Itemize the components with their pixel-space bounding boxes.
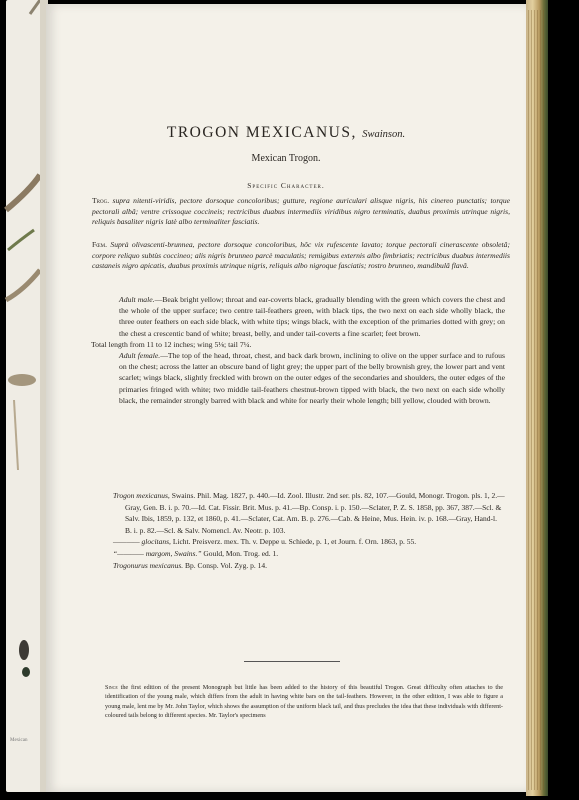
species-name: TROGON MEXICANUS,: [166, 124, 357, 141]
synonym-entry: [113, 490, 505, 536]
synonym-name: Trogon mexicanus,: [113, 491, 170, 500]
page-title: [46, 124, 526, 142]
common-name: Mexican Trogon.: [251, 153, 321, 164]
female-description: [105, 350, 505, 406]
synonym-name: Trogonurus mexicanus.: [113, 560, 184, 570]
synonym-entry: [113, 548, 505, 560]
diagnosis-label: Fœm.: [92, 240, 108, 249]
male-description: [105, 294, 505, 339]
diagnosis-female: [92, 240, 510, 272]
note-lead: Since: [105, 684, 118, 691]
synonym-ref: Gould, Mon. Trog. ed. 1.: [203, 548, 279, 558]
section-divider: [244, 661, 340, 662]
diagnosis-label: Trog.: [92, 196, 110, 205]
synonym-ref: Swains. Phil. Mag. 1827, p. 440.—Id. Zool. Illustr. 2nd ser. pls. 82, 107.—Gould, Monogr. Trogon. pls. 1, 2.—Gray, Gen. B. i. p. 70.—Id. Cat. Fissir. Brit. Mus. p. 41.—Bp. Consp. i. p. 150.—Sclater, P. Z. S. 1858, pp. 367, 387.—Scl. & Salv. Ibis, 1859, p. 132, et 1860, p. 41.—Sclater, Cat. Am. B. p. 276.—Cab. & Heine, Mus. Hein. iv. p. 168.—Gray, Hand-l. B. i. p. 82.—Scl. & Salv. Nomencl. Av. Neotr. p. 103.: [125, 491, 505, 535]
synonym-entry: [113, 560, 505, 572]
book-edge-pages: [528, 10, 546, 790]
synonym-ref: Licht. Preisverz. mex. Th. v. Deppe u. Schiede, p. 1, et Journ. f. Orn. 1863, p. 55.: [172, 537, 417, 547]
diagnosis-text: supra nitenti-viridis, pectore dorsoque concoloribus; gutture, regione auriculari alisque nigris, his cinereo punctatis; torque pectorali albâ; ventre crissoque coccineis; rectricibus duabus intermediis viridibus nigro terminatis, duabus proximis utrinque nigris, reliquis basaliter nigris latè albo terminaliter fasciatis.: [92, 196, 510, 227]
total-length: Total length from 11 to 12 inches; wing 5⅛; tail 7¼.: [91, 339, 252, 349]
diagnosis-text: Suprà olivascenti-brunnea, pectore dorsoque concoloribus, hôc vix rufescente lavato; torque pectorali cinerascente obsoletâ; corpore reliquo subtùs coccineo; alis nigris brunneo parcè maculatis; remigibus externis albo fimbriatis; rectricibus duabus intermediis castaneis nigro apicatis, duabus proximis utrinque nigris, reliquis albo nigroque fasciatis; rostro brunneo, mandibulâ flavâ.: [92, 240, 510, 271]
history-note: [105, 683, 503, 720]
synonym-ref: Bp. Consp. Vol. Zyg. p. 14.: [185, 560, 268, 570]
synonym-entry: [113, 536, 505, 548]
synonym-name: ———— glocitans,: [113, 537, 171, 547]
specific-character-heading: Specific Character.: [247, 181, 325, 190]
synonym-name: “———— margom, Swains.”: [113, 548, 202, 558]
species-author: Swainson.: [362, 129, 406, 140]
female-text: —The top of the head, throat, chest, and back dark brown, inclining to olive on the upper surface and to rufous on the chest; across the latter an obscure band of light grey; the upper part of the belly brownish grey, the lower part and vent scarlet; wings black, slightly freckled with brown on the outer edges of the secondaries and shoulders, the outer edges of the primaries fringed with white; two middle tail-feathers chestnut-brown tipped with black, the two next on each side wholly black, the remainder strongly barred with black and white for nearly their whole length; bill yellow, clouded with brown.: [119, 351, 505, 405]
male-lead: Adult male.: [119, 295, 155, 304]
male-text: —Beak bright yellow; throat and ear-coverts black, gradually blending with the green which covers the chest and the whole of the upper surface; two centre tail-feathers green, with black tips, the two next on each side wholly black, the three outer feathers on each side black, with white tips; wings black, with the exception of the primaries dotted with grey; on the chest a crescentic band of white; breast, belly, and under tail-coverts a fine scarlet; feet brown.: [119, 295, 505, 338]
description: [91, 294, 505, 406]
female-lead: Adult female.: [119, 351, 161, 361]
plate-caption: Mexican: [10, 738, 28, 743]
note-text: the first edition of the present Monograph but little has been added to the history of this beautiful Trogon. Great difficulty often attaches to the identification of the young male, which differs from the adult in having white bars on the tail-feathers. However, in the other edition, I was able to figure a young male, lent me by Mr. John Taylor, which shows the assumption of the uniform black tail, and thus precludes the idea that these individuals with different-coloured tails belong to different species. Mr. Taylor's specimens: [105, 684, 503, 719]
synonymy: [113, 490, 505, 571]
diagnosis-male: [92, 196, 510, 228]
